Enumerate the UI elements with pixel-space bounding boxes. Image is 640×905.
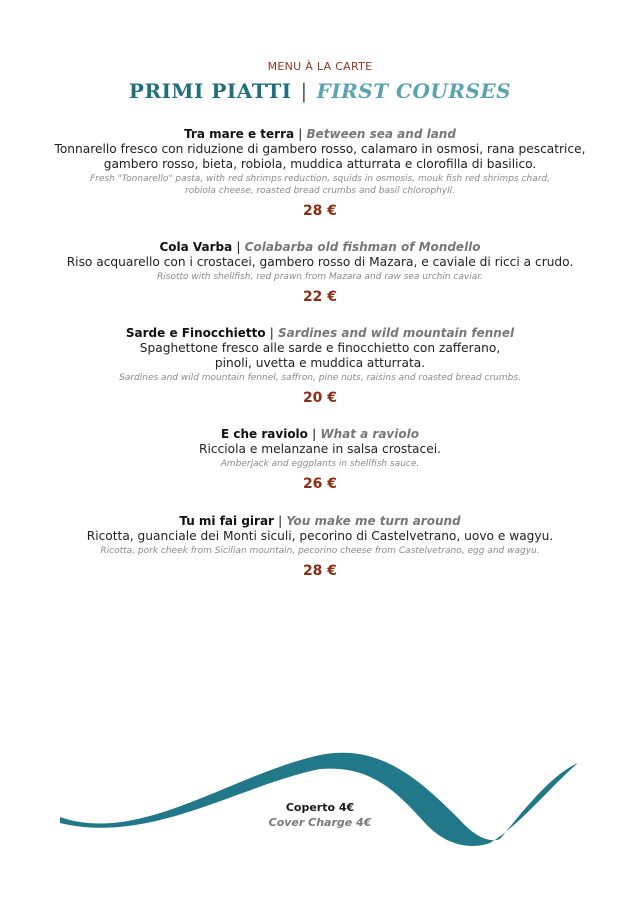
dish-item (40, 127, 600, 219)
dish-translation (40, 271, 600, 283)
cover-charge (0, 800, 640, 830)
dish-name: E che raviolo | What a raviolo (221, 427, 419, 441)
dish-name-english: Between sea and land (306, 127, 456, 141)
dish-price: 22 € (302, 289, 338, 305)
dish-name-italian: E che raviolo (221, 427, 308, 441)
dish-name-italian: Tra mare e terra (184, 127, 295, 141)
description-line: Ricotta, guanciale dei Monti siculi, pecorino di Castelvetrano, uovo e wagyu. (86, 529, 554, 543)
dish-item (40, 514, 600, 579)
section-title-english: FIRST COURSES (316, 79, 512, 103)
dish-name-english: Sardines and wild mountain fennel (278, 326, 515, 340)
menu-kicker: MENU À LA CARTE (267, 60, 373, 73)
dish-name-english: Colabarba old fishman of Mondello (244, 240, 481, 254)
wave-decoration (0, 735, 640, 855)
dish-description (40, 442, 600, 457)
dish-name: Tra mare e terra | Between sea and land (184, 127, 456, 141)
translation-line: robiola cheese, roasted bread crumbs and basil chlorophyll. (185, 186, 455, 196)
dish-item (40, 427, 600, 492)
dish-description (40, 529, 600, 544)
description-line: Ricciola e melanzane in salsa crostacei. (199, 442, 441, 456)
dish-description (40, 255, 600, 270)
section-title (0, 79, 640, 103)
section-title-italian: PRIMI PIATTI (128, 79, 292, 103)
dish-item (40, 240, 600, 305)
dish-name: Tu mi fai girar | You make me turn around (179, 514, 461, 528)
dish-description (40, 341, 600, 371)
dish-translation (40, 173, 600, 197)
dish-item (40, 326, 600, 406)
dish-price: 28 € (302, 203, 338, 219)
menu-header (0, 60, 640, 103)
title-separator: | (300, 79, 308, 103)
description-line: Riso acquarello con i crostacei, gambero rosso di Mazara, e caviale di ricci a crudo. (66, 255, 574, 269)
cover-charge-english: Cover Charge 4€ (268, 816, 372, 829)
translation-line: Fresh "Tonnarello" pasta, with red shrimps reduction, squids in osmosis, mouk fish red shrimps chard, (89, 174, 550, 184)
description-line: Tonnarello fresco con riduzione di gambero rosso, calamaro in osmosi, rana pescatrice, (54, 142, 586, 156)
translation-line: Ricotta, pork cheek from Sicilian mountain, pecorino cheese from Castelvetrano, egg and wagyu. (100, 546, 540, 556)
dish-price: 26 € (302, 476, 338, 492)
description-line: Spaghettone fresco alle sarde e finocchietto con zafferano, (139, 341, 501, 355)
description-line: pinoli, uvetta e muddica atturrata. (214, 356, 426, 370)
dish-name-italian: Cola Varba (159, 240, 233, 254)
dish-name: Cola Varba | Colabarba old fishman of Mondello (159, 240, 481, 254)
cover-charge-italian: Coperto 4€ (285, 801, 355, 814)
dish-translation (40, 372, 600, 384)
translation-line: Amberjack and eggplants in shellfish sauce. (220, 459, 420, 469)
dish-translation (40, 545, 600, 557)
description-line: gambero rosso, bieta, robiola, muddica atturrata e clorofilla di basilico. (103, 157, 537, 171)
translation-line: Risotto with shellfish, red prawn from Mazara and raw sea urchin caviar. (157, 272, 483, 282)
dish-name-italian: Tu mi fai girar (179, 514, 274, 528)
dish-name-english: What a raviolo (320, 427, 419, 441)
dish-name: Sarde e Finocchietto | Sardines and wild mountain fennel (125, 326, 515, 340)
dish-price: 28 € (302, 563, 338, 579)
dish-name-italian: Sarde e Finocchietto (125, 326, 266, 340)
dish-price: 20 € (302, 390, 338, 406)
dish-translation (40, 458, 600, 470)
dish-name-english: You make me turn around (286, 514, 461, 528)
translation-line: Sardines and wild mountain fennel, saffron, pine nuts, raisins and roasted bread crumbs. (119, 373, 521, 383)
dish-description (40, 142, 600, 172)
